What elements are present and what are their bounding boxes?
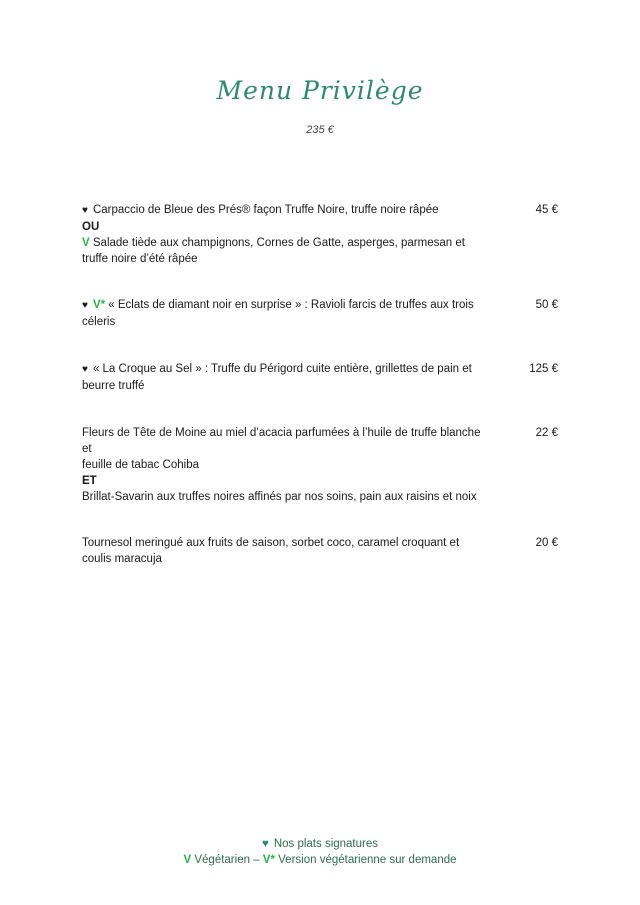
item-line: Salade tiède aux champignons, Cornes de Gatte, asperges, parmesan et [92,237,465,249]
item-price: 50 € [535,299,558,311]
item-line: céleris [82,316,116,328]
item-price: 20 € [535,537,558,549]
menu-item-ravioli [82,297,560,330]
item-line: et [82,443,92,455]
heart-icon: ♥ [261,838,269,850]
menu-item-croque-au-sel [82,361,560,394]
menu-item-cheese [82,425,560,505]
vegetarian-tag: V [183,854,192,866]
menu-item-dessert [82,535,560,567]
item-price: 22 € [535,427,558,439]
item-line: « Eclats de diamant noir en surprise » : Ravioli farcis de truffes aux trois [108,299,474,311]
item-line: beurre truffé [82,380,145,392]
legend-vegetarian: Végétarien – [194,854,260,866]
vegetarian-tag: V [82,237,90,249]
heart-icon: ♥ [82,364,88,375]
item-price: 45 € [535,204,558,216]
menu-item-carpaccio [82,202,560,267]
item-line: truffe noire d’été râpée [82,253,198,265]
item-line: Tournesol meringué aux fruits de saison, sorbet coco, caramel croquant et [82,537,460,549]
legend [0,836,640,868]
vegetarian-on-request-tag: V* [92,299,106,311]
item-line: coulis maracuja [82,553,162,565]
or-label: OU [82,221,100,233]
item-line: Brillat-Savarin aux truffes noires affinés par nos soins, pain aux raisins et noix [82,491,477,503]
item-line: « La Croque au Sel » : Truffe du Périgord cuite entière, grillettes de pain et [92,363,472,375]
item-line: Carpaccio de Bleue des Prés® façon Truffe Noire, truffe noire râpée [92,204,439,216]
heart-icon: ♥ [82,300,88,311]
item-price: 125 € [529,363,558,375]
heart-icon: ♥ [82,205,88,216]
legend-signature: Nos plats signatures [273,838,379,850]
vegetarian-on-request-tag: V* [262,854,275,866]
item-line: Fleurs de Tête de Moine au miel d’acacia parfumées à l’huile de truffe blanche [82,427,481,439]
and-label: ET [82,475,97,487]
menu-price: 235 € [306,124,334,136]
legend-vegetarian-on-request: Version végétarienne sur demande [278,854,457,866]
menu-title: Menu Privilège [216,76,424,105]
item-line: feuille de tabac Cohiba [82,459,199,471]
